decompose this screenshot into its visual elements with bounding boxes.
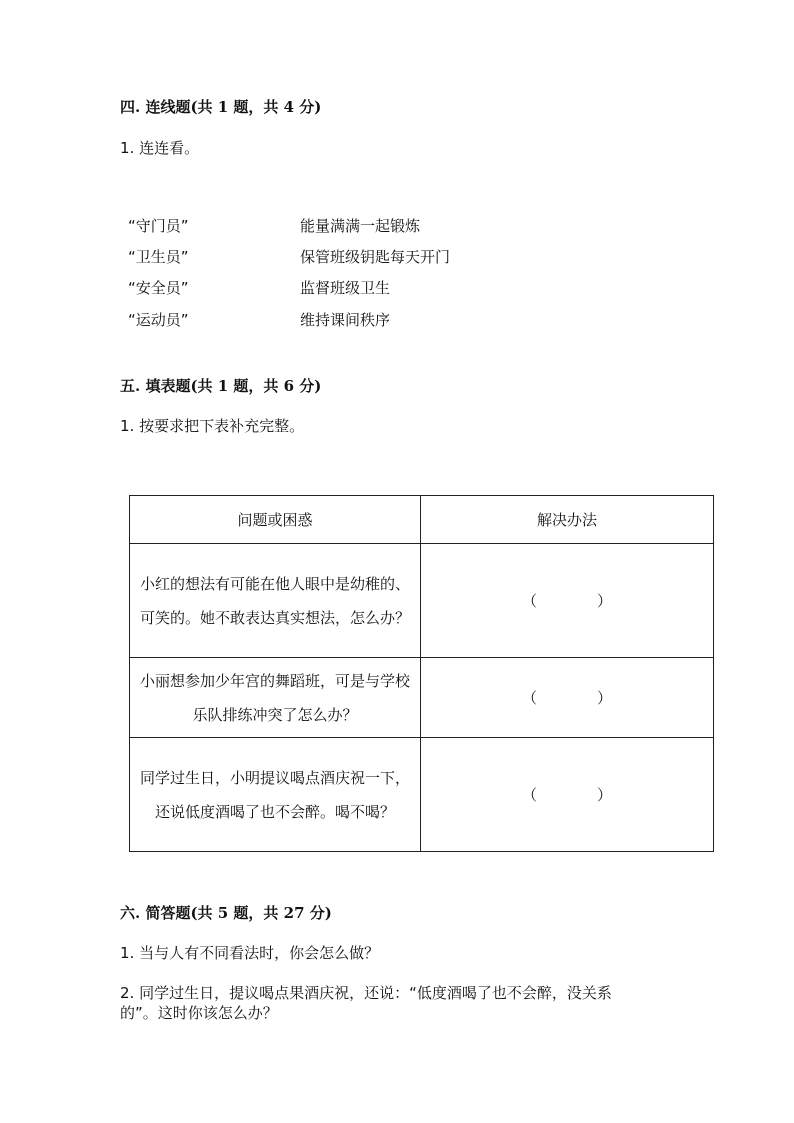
problem-cell: 同学过生日，小明提议喝点酒庆祝一下，还说低度酒喝了也不会醉。喝不喝？ — [130, 738, 421, 852]
open-paren: （ — [521, 688, 537, 707]
answer-cell[interactable] — [421, 738, 714, 852]
section6-question-2-line1: 2. 同学过生日，提议喝点果酒庆祝，还说：“低度酒喝了也不会醉，没关系 — [120, 984, 612, 1002]
header-problem: 问题或困惑 — [130, 496, 421, 544]
fill-table — [129, 495, 714, 852]
open-paren: （ — [521, 591, 537, 610]
open-paren: （ — [521, 785, 537, 804]
right-item-supervise[interactable]: 监督班级卫生 — [300, 279, 391, 297]
section5-question: 1. 按要求把下表补充完整。 — [120, 417, 305, 435]
right-item-exercise[interactable]: 能量满满一起锻炼 — [300, 217, 421, 235]
answer-cell[interactable] — [421, 544, 714, 658]
table-row — [130, 658, 714, 738]
left-item-goalkeeper[interactable]: “守门员” — [128, 217, 189, 235]
right-item-order[interactable]: 维持课间秩序 — [300, 311, 391, 329]
close-paren: ） — [597, 688, 613, 707]
problem-cell: 小丽想参加少年宫的舞蹈班，可是与学校乐队排练冲突了怎么办？ — [130, 658, 421, 738]
close-paren: ） — [597, 785, 613, 804]
table-row — [130, 544, 714, 658]
section4-question: 1. 连连看。 — [120, 139, 200, 157]
close-paren: ） — [597, 591, 613, 610]
section6-heading: 六. 简答题(共 5 题，共 27 分) — [120, 904, 332, 922]
section5-heading: 五. 填表题(共 1 题，共 6 分) — [120, 377, 322, 395]
section6-question-2-line2: 的”。这时你该怎么办？ — [120, 1004, 278, 1022]
table-header-row — [130, 496, 714, 544]
table-row — [130, 738, 714, 852]
left-item-athlete[interactable]: “运动员” — [128, 311, 189, 329]
left-item-safety[interactable]: “安全员” — [128, 279, 189, 297]
section6-question-1: 1. 当与人有不同看法时，你会怎么做？ — [120, 944, 380, 962]
problem-cell: 小红的想法有可能在他人眼中是幼稚的、可笑的。她不敢表达真实想法，怎么办？ — [130, 544, 421, 658]
header-solution: 解决办法 — [421, 496, 714, 544]
section4-heading: 四. 连线题(共 1 题，共 4 分) — [120, 98, 322, 116]
answer-cell[interactable] — [421, 658, 714, 738]
right-item-keys[interactable]: 保管班级钥匙每天开门 — [300, 248, 451, 266]
left-item-hygiene[interactable]: “卫生员” — [128, 248, 189, 266]
